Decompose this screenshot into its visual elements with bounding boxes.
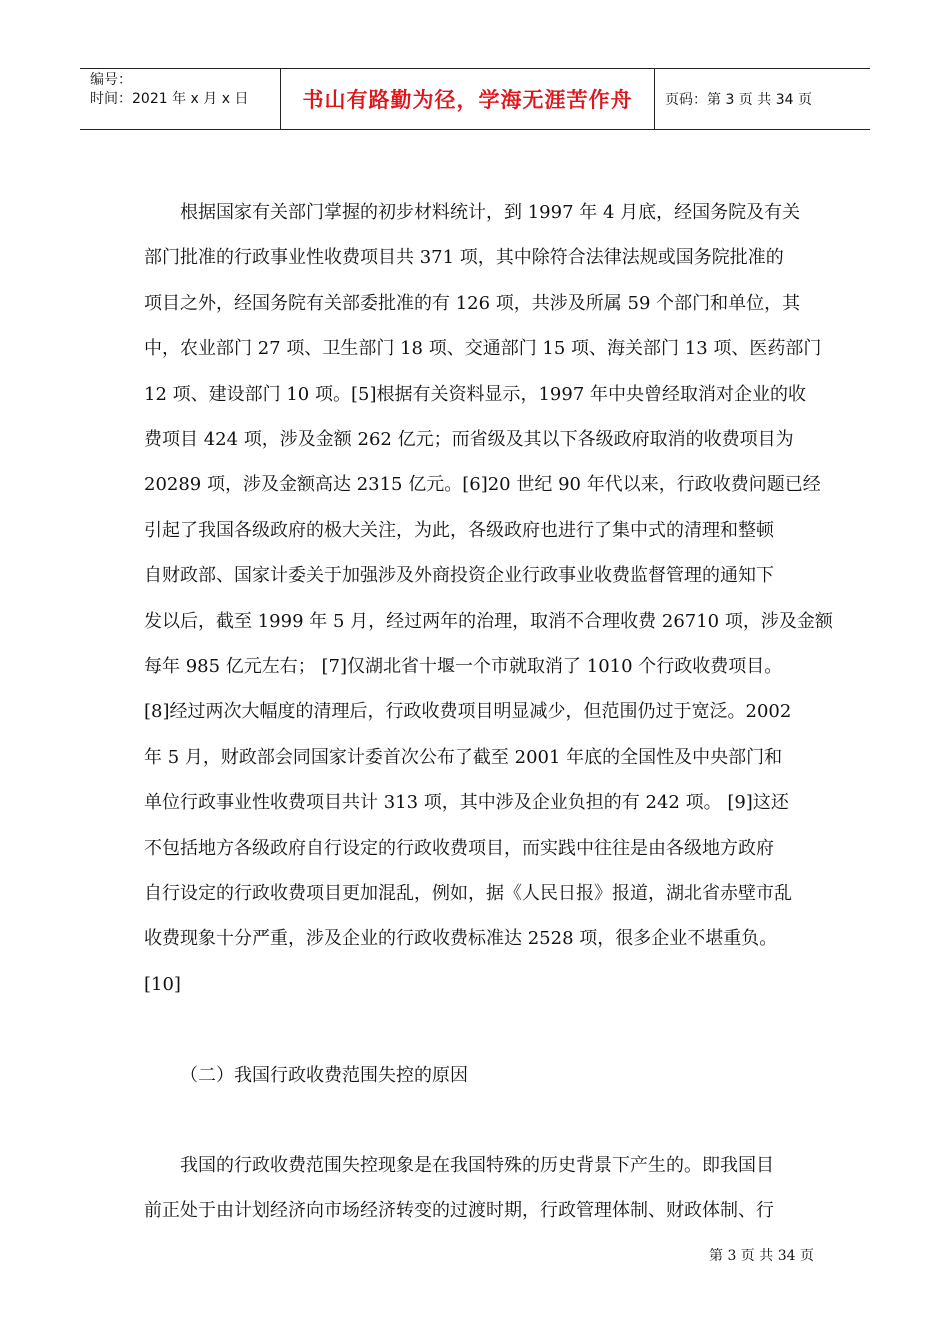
body-line: 自财政部、国家计委关于加强涉及外商投资企业行政事业收费监督管理的通知下 [144, 565, 774, 586]
section-heading: （二）我国行政收费范围失控的原因 [180, 1065, 468, 1086]
body-line: [10] [144, 974, 181, 995]
header-meta-cell [80, 69, 281, 129]
body-line: 每年 985 亿元左右； [7]仅湖北省十堰一个市就取消了 1010 个行政收费项目。 [144, 656, 783, 677]
body-line: 20289 项，涉及金额高达 2315 亿元。[6]20 世纪 90 年代以来，行政收费问题已经 [144, 474, 821, 495]
document-time-label: 时间：2021 年 x 月 x 日 [90, 91, 249, 107]
body-line: 发以后，截至 1999 年 5 月，经过两年的治理，取消不合理收费 26710 项，涉及金额 [144, 611, 833, 632]
body-line: 前正处于由计划经济向市场经济转变的过渡时期，行政管理体制、财政体制、行 [144, 1200, 774, 1221]
body-line: 收费现象十分严重，涉及企业的行政收费标准达 2528 项，很多企业不堪重负。 [144, 928, 778, 949]
header-page-number: 页码：第 3 页 共 34 页 [665, 92, 812, 108]
body-line: 单位行政事业性收费项目共计 313 项，其中涉及企业负担的有 242 项。 [9]这还 [144, 792, 789, 813]
body-line: 年 5 月，财政部会同国家计委首次公布了截至 2001 年底的全国性及中央部门和 [144, 747, 783, 768]
body-line: 12 项、建设部门 10 项。[5]根据有关资料显示，1997 年中央曾经取消对企业的收 [144, 384, 806, 405]
body-line: 自行设定的行政收费项目更加混乱，例如，据《人民日报》报道，湖北省赤壁市乱 [144, 883, 792, 904]
body-line: 中，农业部门 27 项、卫生部门 18 项、交通部门 15 项、海关部门 13 项、医药部门 [144, 338, 822, 359]
body-line: 引起了我国各级政府的极大关注，为此，各级政府也进行了集中式的清理和整顿 [144, 520, 774, 541]
body-line: 项目之外，经国务院有关部委批准的有 126 项，共涉及所属 59 个部门和单位，其 [144, 293, 801, 314]
body-line: 费项目 424 项，涉及金额 262 亿元；而省级及其以下各级政府取消的收费项目为 [144, 429, 794, 450]
body-line: [8]经过两次大幅度的清理后，行政收费项目明显减少，但范围仍过于宽泛。2002 [144, 701, 792, 722]
document-number-label: 编号： [90, 72, 132, 88]
body-line: 不包括地方各级政府自行设定的行政收费项目，而实践中往往是由各级地方政府 [144, 838, 774, 859]
body-line: 部门批准的行政事业性收费项目共 371 项，其中除符合法律法规或国务院批准的 [144, 247, 784, 268]
body-line: 根据国家有关部门掌握的初步材料统计，到 1997 年 4 月底，经国务院及有关 [180, 202, 801, 223]
header-motto: 书山有路勤为径，学海无涯苦作舟 [281, 69, 655, 129]
footer-page-number: 第 3 页 共 34 页 [709, 1248, 814, 1264]
body-line: 我国的行政收费范围失控现象是在我国特殊的历史背景下产生的。即我国目 [180, 1155, 774, 1176]
header-table [80, 68, 870, 130]
